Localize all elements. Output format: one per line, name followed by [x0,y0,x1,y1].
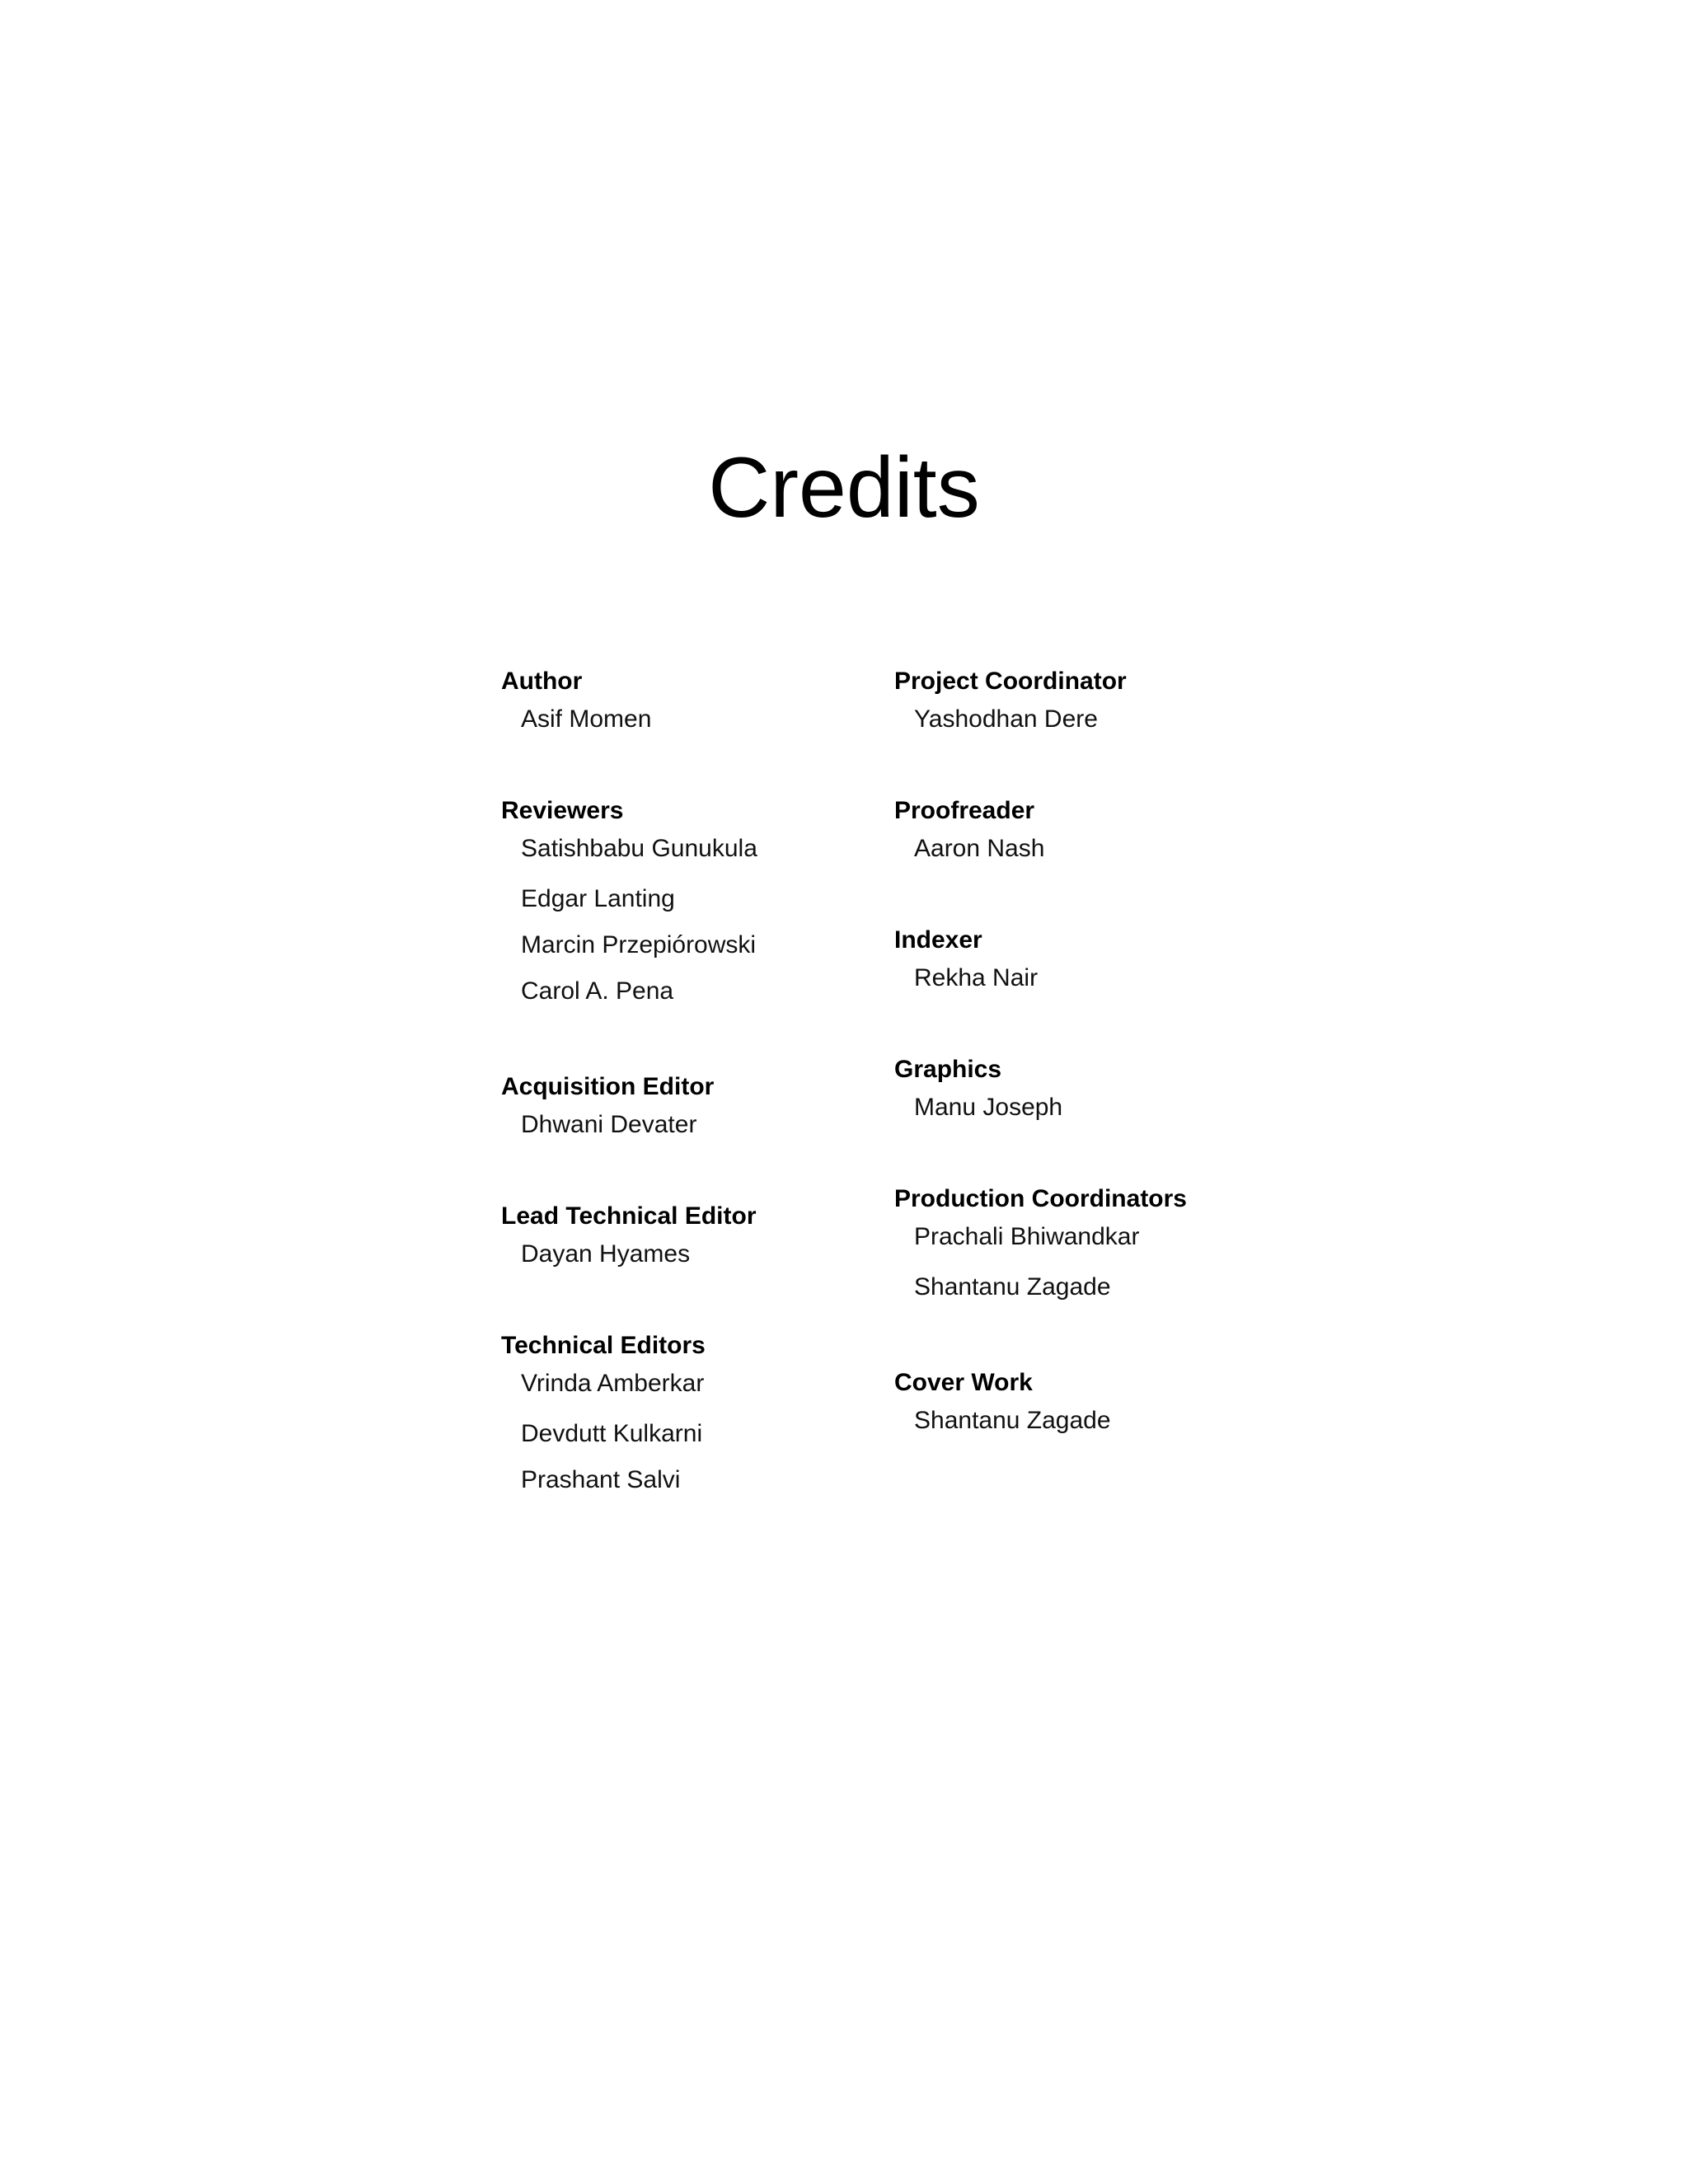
credits-left-column [501,663,889,1557]
credit-role: Lead Technical Editor [501,1202,757,1230]
credit-role: Project Coordinator [894,668,1127,695]
credit-name: Aaron Nash [914,835,1045,862]
credit-section-technical-editors [501,1327,889,1503]
credit-name: Prachali Bhiwandkar [914,1223,1140,1250]
credit-names [501,830,889,1015]
credit-name: Dayan Hyames [521,1240,691,1268]
credit-section-graphics [894,1051,1356,1127]
credit-name: Shantanu Zagade [914,1407,1111,1434]
credit-names [501,1235,889,1273]
credit-section-acquisition-editor [501,1068,889,1144]
credit-role: Acquisition Editor [501,1073,715,1100]
credit-section-project-coordinator [894,663,1356,738]
credit-names [501,1106,889,1144]
credit-role: Proofreader [894,797,1035,824]
credits-right-column [894,663,1356,1493]
credit-role: Indexer [894,926,982,954]
credit-name: Shantanu Zagade [914,1273,1111,1301]
credit-names [894,1218,1356,1310]
credit-role: Graphics [894,1056,1002,1083]
credit-role: Author [501,668,583,695]
credit-name: Edgar Lanting [521,885,675,912]
credit-section-cover-work [894,1364,1356,1440]
credit-name: Marcin Przepiórowski [521,931,757,958]
credit-section-production-coordinators [894,1180,1356,1310]
credit-name: Satishbabu Gunukula [521,835,757,862]
credit-section-author [501,663,889,738]
credit-section-proofreader [894,792,1356,868]
credit-names [894,830,1356,868]
credit-name: Devdutt Kulkarni [521,1420,703,1447]
credit-role: Reviewers [501,797,624,824]
credit-section-indexer [894,921,1356,997]
credit-names [894,1089,1356,1127]
credit-section-lead-technical-editor [501,1197,889,1273]
credit-name: Carol A. Pena [521,977,674,1005]
credit-names [501,1365,889,1503]
credit-section-reviewers [501,792,889,1015]
credit-name: Yashodhan Dere [914,705,1098,733]
credit-role: Cover Work [894,1369,1033,1396]
page-title: Credits [708,440,980,536]
credit-name: Rekha Nair [914,964,1039,991]
credit-name: Manu Joseph [914,1094,1063,1121]
credit-name: Dhwani Devater [521,1111,697,1138]
credit-names [894,959,1356,997]
credit-role: Technical Editors [501,1332,706,1359]
credit-role: Production Coordinators [894,1185,1187,1212]
credit-names [894,701,1356,738]
credit-name: Prashant Salvi [521,1466,681,1493]
credit-name: Asif Momen [521,705,652,733]
credit-name: Vrinda Amberkar [521,1370,705,1397]
credit-names [894,1402,1356,1440]
credit-names [501,701,889,738]
